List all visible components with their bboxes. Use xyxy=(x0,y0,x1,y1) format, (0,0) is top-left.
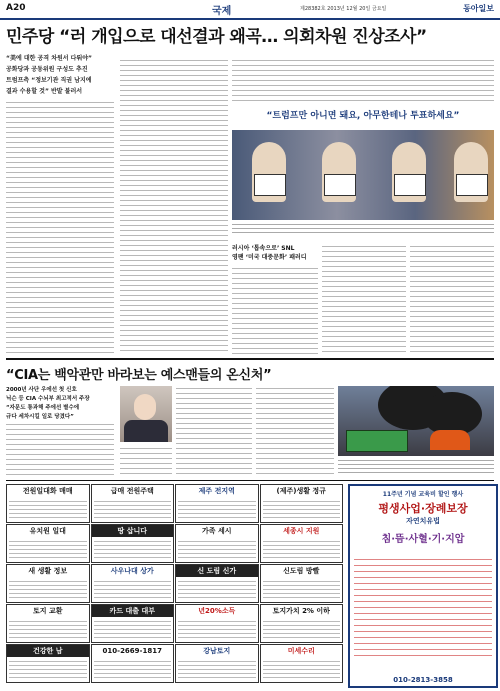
classified-ad xyxy=(91,604,175,643)
classified-ad xyxy=(6,644,90,683)
lead-subhead: 결과 수용할 것” 반발 불러서 xyxy=(6,88,83,95)
sub-story-headline: 러시아 ‘톱속으로’ SNL 영팬 ‘미국 대중문화’ 패러디 xyxy=(232,245,307,261)
classified-ad-title: 건강한 남 xyxy=(7,645,89,657)
lead-subhead: “美에 대한 공격 차원서 다뤄야” xyxy=(6,55,92,62)
feature-advertisement xyxy=(348,484,498,688)
lead-body-column xyxy=(232,58,494,104)
classified-ad xyxy=(91,524,175,563)
classified-ad xyxy=(260,644,344,683)
second-body-column xyxy=(120,446,172,477)
ad-title: 평생사업·장례보장 xyxy=(378,502,468,515)
ad-body: 침·뜸·사혈·기·지압 xyxy=(381,534,465,545)
classified-ad-title: 전원일대화 매매 xyxy=(22,487,73,495)
second-subhead: 2000년 사단 우에선 첫 신호 xyxy=(6,387,77,393)
sub-story-body xyxy=(232,266,318,355)
second-body-column xyxy=(256,386,334,477)
ad-top-line: 11주년 기념 교육비 할인 행사 xyxy=(382,491,464,498)
classified-ad xyxy=(175,564,259,603)
ad-subtitle: 자연치유법 xyxy=(406,517,440,525)
second-subheads xyxy=(6,386,116,422)
classified-ad xyxy=(175,524,259,563)
classified-ad xyxy=(260,484,344,523)
classified-ad xyxy=(6,524,90,563)
classified-ad-title: 가족 세시 xyxy=(202,527,232,535)
burning-bus-photo xyxy=(338,386,494,456)
classified-ad-title: 새 생활 정보 xyxy=(28,567,68,575)
section-divider xyxy=(6,358,494,360)
second-subhead: 닉슨 등 CIA 수뇌부 최고적서 주장 xyxy=(6,396,90,402)
classified-ad-title: 010-2669-1817 xyxy=(102,647,162,655)
classified-ad-title: 제주 전지역 xyxy=(198,487,235,495)
second-subhead: 규다 세차시킬 일로 당겼다” xyxy=(6,414,74,420)
classified-ad xyxy=(175,644,259,683)
classified-ad-title: 신 도림 신가 xyxy=(176,565,258,577)
lead-body-column xyxy=(6,100,114,355)
issue-meta: 제28382호 2013년 12월 20일 금요일 xyxy=(300,6,387,12)
ad-phone: 010-2813-3858 xyxy=(393,676,453,684)
masthead xyxy=(0,0,500,20)
official-portrait xyxy=(120,386,172,442)
protest-photo xyxy=(232,130,494,220)
page-number: A20 xyxy=(6,3,26,13)
photo-quote: “트럼프만 아니면 돼요, 아무한테나 투표하세요” xyxy=(266,111,460,121)
section-title: 국제 xyxy=(212,6,232,17)
classified-ad-title: 강남토지 xyxy=(203,647,231,655)
lead-headline: 민주당 “러 개입으로 대선결과 왜곡… 의회차원 진상조사” xyxy=(6,27,427,47)
classified-ad xyxy=(175,604,259,643)
classified-ad-title: (제주)생활 정규 xyxy=(276,487,326,495)
classified-ad xyxy=(175,484,259,523)
classified-ad-title: 토지가치 2% 이하 xyxy=(272,607,330,615)
photo-caption xyxy=(232,222,494,236)
lead-subhead: 트럼프측 “정보기관 직권 남지에 xyxy=(6,77,92,84)
classified-ad xyxy=(260,524,344,563)
classified-ad-title: 토지 교환 xyxy=(33,607,63,615)
classified-ad-title: 신도림 방빨 xyxy=(283,567,320,575)
newspaper-brand: 동아일보 xyxy=(463,4,494,13)
second-subhead: “자문도 통과해 주에선 별수에 xyxy=(6,405,80,411)
second-body-column xyxy=(6,422,114,477)
classified-ad-title: 급매 전원주택 xyxy=(110,487,154,495)
classified-ad-title: 미세수리 xyxy=(287,647,315,655)
sub-story-body xyxy=(322,244,406,355)
classified-ad xyxy=(6,604,90,643)
photo-caption-2 xyxy=(338,458,494,476)
classified-ad-title: 카드 대출 대부 xyxy=(92,605,174,617)
lead-body-column xyxy=(120,58,228,355)
classified-ad-title: 년20%소득 xyxy=(198,607,236,615)
classified-ad xyxy=(6,564,90,603)
classified-ad xyxy=(91,484,175,523)
classified-ad-title: 세종시 지원 xyxy=(283,527,320,535)
classified-ad xyxy=(91,644,175,683)
classified-ad xyxy=(260,564,344,603)
classified-ad xyxy=(91,564,175,603)
classified-divider xyxy=(6,480,494,481)
classified-ad xyxy=(6,484,90,523)
lead-subheads xyxy=(6,54,116,98)
second-body-column xyxy=(176,386,252,477)
sub-story-body xyxy=(410,244,494,355)
classified-ad-title: 유치원 일대 xyxy=(29,527,66,535)
classified-ad xyxy=(260,604,344,643)
lead-subhead: 공화당과 공동위원 구성도 추진 xyxy=(6,66,88,73)
classified-ad-title: 땅 삽니다 xyxy=(92,525,174,537)
classified-ad-title: 사우나대 상가 xyxy=(110,567,154,575)
second-headline: “CIA는 백악관만 바라보는 예스맨들의 온신처” xyxy=(6,368,272,383)
